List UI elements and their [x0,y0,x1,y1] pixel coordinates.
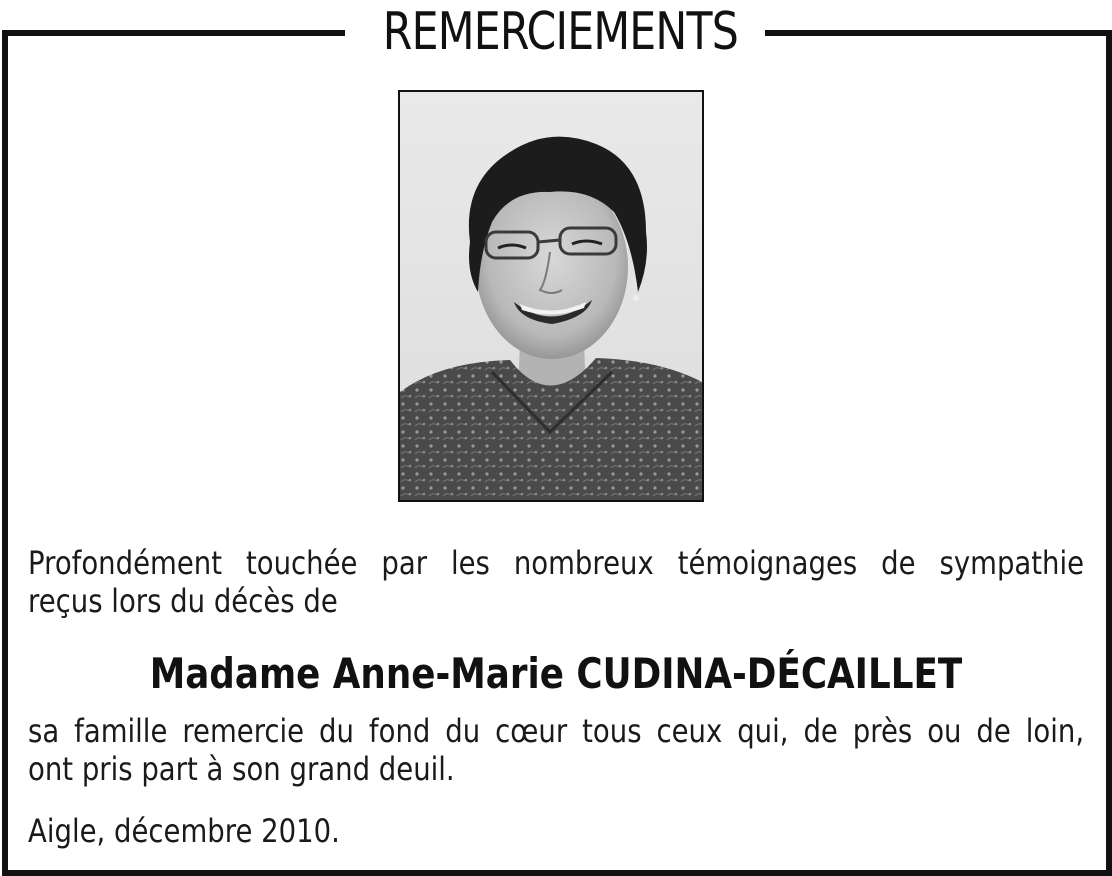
intro-line-1: Profondément touchée par les nombreux témoignages de sympathie [28,544,1085,582]
intro-paragraph [28,544,1084,620]
title-background [345,0,765,64]
notice-title: REMERCIEMENTS [382,2,738,62]
thanks-paragraph [28,712,1084,788]
place-date-paragraph [28,812,1084,850]
deceased-name [0,646,1112,702]
place-date: Aigle, décembre 2010. [28,812,340,850]
portrait-photo [398,90,704,502]
thanks-line-1: sa famille remercie du fond du cœur tous ceux qui, de près ou de loin, [28,712,1085,750]
deceased-name-text: Madame Anne-Marie CUDINA-DÉCAILLET [149,649,963,698]
thanks-line-2: ont pris part à son grand deuil. [28,750,455,788]
intro-line-2: reçus lors du décès de [28,582,338,620]
